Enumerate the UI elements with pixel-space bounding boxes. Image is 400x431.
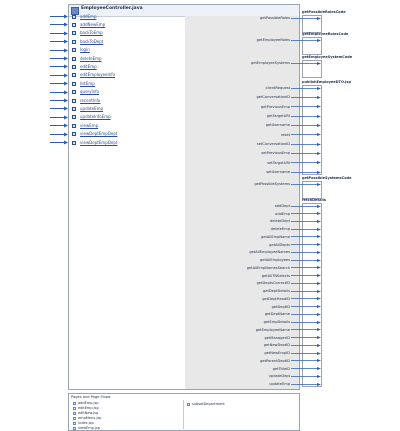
pages-panel: [68, 393, 300, 431]
action-link[interactable]: viewDeptEmpDept: [80, 139, 118, 145]
method-label: getDeptHeadID: [262, 296, 290, 301]
action-connector: [0, 132, 68, 137]
page-icon: [73, 407, 76, 410]
method-label: getDeptName: [264, 312, 290, 317]
action-icon: [72, 99, 76, 103]
method-connector: [290, 274, 322, 277]
page-item[interactable]: [73, 406, 99, 410]
pages-divider: [183, 400, 184, 429]
method-connector: [290, 328, 322, 331]
page-icon: [73, 402, 76, 405]
action-icon: [72, 31, 76, 35]
method-connector: [290, 220, 322, 223]
action-link[interactable]: recentInfo: [80, 97, 101, 103]
method-connector: [290, 282, 322, 285]
action-icon: [72, 65, 76, 69]
page-label: editEmp.jsp: [78, 406, 99, 410]
action-link[interactable]: deleteEmp: [80, 55, 102, 61]
method-label: getPreviousEmp: [260, 104, 290, 109]
method-connector: [290, 143, 322, 146]
method-label: setConversationID: [256, 142, 290, 146]
method-label: updateDept: [268, 374, 290, 379]
method-label: getAllTNSelects: [261, 273, 290, 278]
method-label: getAllEmployees: [259, 258, 290, 263]
action-link[interactable]: updateInfoEmp: [80, 114, 111, 120]
action-link[interactable]: listEmp: [80, 80, 95, 86]
action-connector: [0, 106, 68, 111]
action-icon: [72, 73, 76, 77]
method-connector: [290, 290, 322, 293]
action-link[interactable]: viewEmp: [80, 122, 99, 128]
method-connector: [290, 352, 322, 355]
method-label: getManagerID: [264, 335, 290, 340]
method-connector: [290, 383, 322, 386]
method-connector: [290, 105, 322, 108]
method-label: getEmpDetails: [263, 320, 290, 325]
method-label: setPreviousEmp: [261, 151, 290, 156]
method-connector: [290, 305, 322, 308]
method-label: getEmployeeRoles: [256, 38, 290, 42]
method-connector: [290, 321, 322, 324]
method-connector: [290, 243, 322, 246]
page-item[interactable]: [73, 416, 102, 420]
method-label: getDeptID: [271, 304, 290, 309]
action-link[interactable]: backToDept: [80, 38, 104, 44]
page-icon: [73, 422, 76, 425]
action-connector: [0, 64, 68, 69]
method-connector: [290, 124, 322, 127]
method-label: getAllEmployeeNames: [249, 250, 290, 255]
page-item[interactable]: [73, 401, 99, 405]
method-connector: [290, 313, 322, 316]
action-icon: [72, 124, 76, 128]
method-connector: [290, 251, 322, 254]
method-label: addDept: [274, 204, 290, 208]
action-link[interactable]: editEmployeeInfo: [80, 72, 116, 78]
page-label: addEmp.jsp: [78, 401, 99, 405]
page-icon: [73, 417, 76, 420]
method-label: deleteDept: [270, 219, 290, 224]
page-label: editNew.jsp: [78, 411, 99, 415]
method-connector: [290, 96, 322, 99]
action-link[interactable]: addEmp: [80, 13, 97, 19]
method-connector: [290, 171, 322, 174]
action-icon: [72, 57, 76, 61]
method-connector: [290, 344, 322, 347]
group-title: getPossibleRolesCode: [302, 10, 346, 14]
action-icon: [72, 23, 76, 27]
page-label: index.jsp: [78, 421, 94, 425]
controller-right-panel: [185, 16, 299, 389]
method-label: getAllEmpName: [260, 234, 290, 239]
action-connector: [0, 140, 68, 145]
method-label: getDeptDetails: [262, 289, 290, 294]
page-icon: [73, 412, 76, 415]
method-label: getNewDeptID: [263, 343, 290, 348]
group-title: getEmployeeRolesCode: [302, 32, 349, 36]
flow-icon: [187, 403, 190, 406]
action-connector: [0, 48, 68, 53]
method-label: getPossibleRoles: [260, 16, 290, 20]
method-label: getPossibleSystems: [254, 182, 290, 186]
method-connector: [290, 161, 322, 164]
method-connector: [290, 375, 322, 378]
method-label: getUsername: [265, 123, 290, 128]
action-connector: [0, 31, 68, 36]
action-link[interactable]: addNewEmp: [80, 21, 106, 27]
method-connector: [290, 39, 322, 42]
method-connector: [290, 183, 322, 186]
method-connector: [290, 152, 322, 155]
action-connector: [0, 123, 68, 128]
method-connector: [290, 336, 322, 339]
group-title: publishEmployeeDTO.jsp: [302, 80, 351, 84]
action-link[interactable]: login: [80, 47, 90, 53]
method-label: getTargetURI: [266, 114, 290, 118]
action-connector: [0, 81, 68, 86]
action-connector: [0, 22, 68, 27]
action-link[interactable]: queryInfo: [80, 89, 100, 95]
method-label: getNewEmpID: [264, 351, 290, 356]
page-flow-item[interactable]: [187, 402, 225, 406]
method-connector: [290, 17, 322, 20]
method-connector: [290, 266, 322, 269]
page-item[interactable]: [73, 411, 98, 415]
method-connector: [290, 212, 322, 215]
action-icon: [72, 90, 76, 94]
action-connector: [0, 115, 68, 120]
method-label: getParentDeptID: [260, 358, 290, 363]
method-connector: [290, 359, 322, 362]
action-icon: [72, 132, 76, 136]
action-icon: [72, 141, 76, 145]
action-connector: [0, 98, 68, 103]
action-connector: [0, 90, 68, 95]
action-connector: [0, 14, 68, 19]
page-item[interactable]: [73, 426, 100, 430]
method-label: addEmp: [275, 211, 290, 216]
method-label: getConversationID: [256, 95, 290, 100]
action-icon: [72, 82, 76, 86]
method-connector: [290, 115, 322, 118]
method-label: getAllDepts: [269, 242, 290, 247]
method-connector: [290, 205, 322, 208]
page-label: viewEmp.jsp: [78, 426, 101, 430]
action-link[interactable]: updateEmp: [80, 105, 104, 111]
action-link[interactable]: backToEmp: [80, 30, 103, 36]
action-connector: [0, 73, 68, 78]
action-icon: [72, 40, 76, 44]
action-icon: [72, 48, 76, 52]
method-connector: [290, 87, 322, 90]
method-label: getEmployeeName: [255, 327, 290, 332]
action-icon: [72, 107, 76, 111]
method-label: getEmployeeSystems: [251, 61, 290, 65]
flow-label: subsetDepartment: [192, 402, 225, 406]
group-title: getEmployeeSystemCode: [302, 55, 353, 59]
group-title: fetchDetails: [302, 198, 326, 202]
method-label: deleteEmp: [270, 227, 290, 232]
method-connector: [290, 367, 322, 370]
pages-panel-title: Pages and Page Flows: [71, 395, 111, 399]
method-label: setUsername: [266, 170, 290, 174]
page-label: empMenu.jsp: [78, 416, 102, 420]
method-connector: [290, 235, 322, 238]
method-connector: [290, 259, 322, 262]
group-title: getPossibleSystemsCode: [302, 176, 352, 180]
page-icon: [73, 427, 76, 430]
action-link[interactable]: editEmp: [80, 63, 97, 69]
action-connector: [0, 56, 68, 61]
method-connector: [290, 228, 322, 231]
method-label: reset: [280, 132, 290, 137]
method-label: clientRequest: [265, 86, 290, 90]
page-item[interactable]: [73, 421, 94, 425]
method-label: getTitleID: [272, 366, 290, 371]
method-connector: [290, 62, 322, 65]
method-label: setTargetURI: [267, 160, 290, 165]
action-connector: [0, 39, 68, 44]
method-connector: [290, 297, 322, 300]
method-label: getDeptsCorrectID: [256, 281, 290, 286]
action-link[interactable]: viewDeptEmpDept: [80, 131, 118, 137]
method-connector: [290, 133, 322, 136]
action-icon: [72, 115, 76, 119]
action-icon: [72, 15, 76, 19]
controller-title: EmployeeController.java: [81, 6, 143, 11]
method-label: updateEmp: [269, 382, 290, 386]
method-label: getAllEmpNamesSearch: [246, 265, 290, 270]
